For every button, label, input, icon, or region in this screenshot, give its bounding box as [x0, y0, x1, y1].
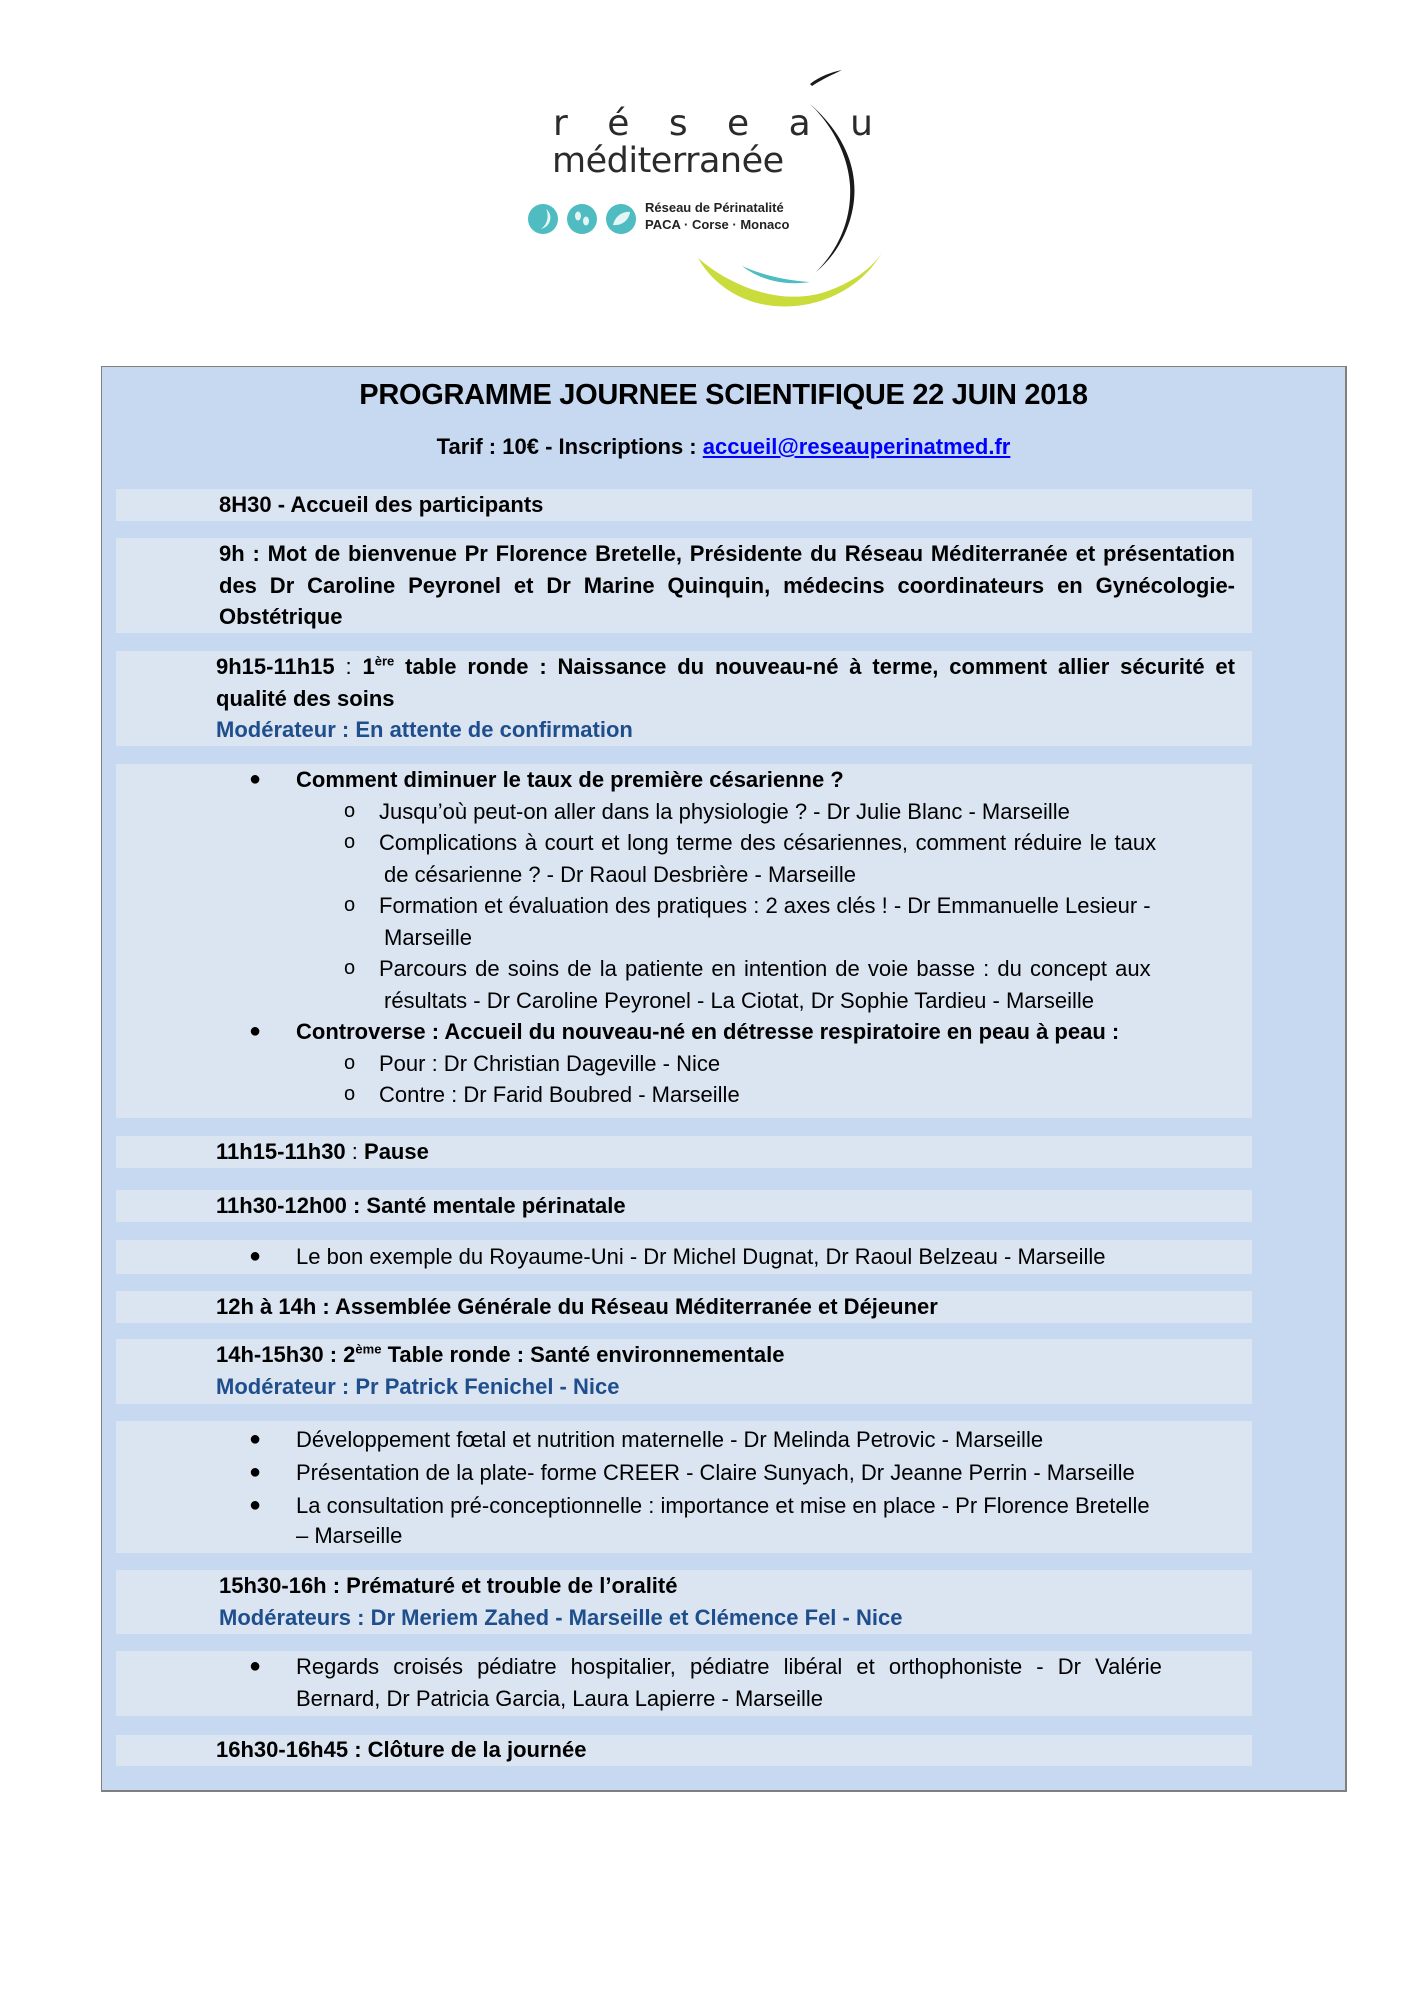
bullet-icon: ● [249, 1245, 262, 1267]
bienvenue-text [219, 538, 1235, 633]
footprints-icon [567, 204, 597, 234]
table2-heading [216, 1339, 784, 1371]
bullet-icon: ● [249, 1461, 262, 1483]
logo-subtitle [645, 199, 789, 233]
pause-text [216, 1136, 429, 1168]
logo-word-reseau: r é s e a u [553, 103, 887, 144]
table1-moderator: Modérateur : En attente de confirmation [216, 717, 633, 742]
leaf-icon [606, 204, 636, 234]
tarif-label: Tarif : 10€ - Inscriptions : [436, 434, 703, 459]
table2-time: 14h-15h30 : [216, 1342, 344, 1367]
pause-sep: : [345, 1139, 365, 1164]
topic-developpement-foetal: Développement fœtal et nutrition maternelle - Dr Melinda Petrovic - Marseille [296, 1427, 1044, 1452]
subtopic-parcours: Parcours de soins de la patiente en intention de voie basse : du concept aux [379, 956, 1151, 981]
agenda-row-assemblee [116, 1291, 1252, 1323]
agenda-row-accueil [116, 489, 1252, 521]
assemblee-text: 12h à 14h : Assemblée Générale du Réseau Méditerranée et Déjeuner [216, 1294, 938, 1319]
table1-sep: : [334, 654, 363, 679]
table1-topics [116, 764, 1252, 1118]
table1-ordinal: 1 [362, 654, 375, 679]
sub-bullet-icon: o [344, 831, 356, 853]
sub-bullet-icon: o [344, 1051, 356, 1074]
logo-subtitle-line1: Réseau de Périnatalité [645, 200, 784, 215]
agenda-row-sante-mentale [116, 1190, 1252, 1222]
bullet-icon: ● [249, 1020, 262, 1042]
subtopic-complications: Complications à court et long terme des césariennes, comment réduire le taux [379, 830, 1157, 855]
inscription-email-link[interactable]: accueil@reseauperinatmed.fr [702, 434, 1011, 459]
pause-label: Pause [364, 1139, 429, 1164]
agenda-row-table-ronde-2 [116, 1339, 1252, 1404]
premature-topics [116, 1651, 1252, 1716]
logo-word-mediterranee: méditerranée [552, 141, 784, 181]
sub-bullet-icon: o [344, 1083, 356, 1105]
programme-title: PROGRAMME JOURNEE SCIENTIFIQUE 22 JUIN 2018 [359, 379, 1088, 411]
agenda-row-bienvenue [116, 538, 1252, 633]
topic-cesarienne: Comment diminuer le taux de première césarienne ? [296, 767, 844, 792]
logo-subtitle-line2: PACA · Corse · Monaco [645, 217, 790, 232]
sante-mentale-title: 11h30-12h00 : Santé mentale périnatale [216, 1193, 626, 1218]
table1-heading [216, 651, 1235, 714]
cloture-text: 16h30-16h45 : Clôture de la journée [216, 1737, 587, 1762]
bullet-icon: ● [249, 1494, 262, 1516]
logo-icons [528, 204, 636, 234]
subtopic-formation: Formation et évaluation des pratiques : 2 axes clés ! - Dr Emmanuelle Lesieur - [379, 893, 1151, 918]
bullet-icon: ● [249, 768, 262, 790]
agenda-row-cloture [116, 1735, 1252, 1766]
bullet-icon: ● [249, 1655, 262, 1677]
subtopic-parcours-cont: résultats - Dr Caroline Peyronel - La Ciotat, Dr Sophie Tardieu - Marseille [384, 987, 1094, 1013]
sub-bullet-icon: o [344, 799, 356, 822]
agenda-row-premature [116, 1570, 1252, 1634]
accueil-text: 8H30 - Accueil des participants [219, 492, 544, 517]
topic-consultation-cont: – Marseille [296, 1523, 403, 1548]
programme-box [101, 366, 1347, 1792]
table1-time: 9h15-11h15 [216, 654, 335, 679]
bienvenue-description: Mot de bienvenue Pr Florence Bretelle, Présidente du Réseau Méditerranée et présentation des Dr Caroline Peyronel et Dr Marine Quinquin, médecins coordinateurs en Gynécologie-Obstétrique [219, 541, 1235, 629]
subtopic-formation-cont: Marseille [384, 924, 473, 950]
topic-regards-croises: Regards croisés pédiatre hospitalier, pédiatre libéral et orthophoniste - Dr Valérie [296, 1654, 1162, 1679]
premature-moderator: Modérateurs : Dr Meriem Zahed - Marseille et Clémence Fel - Nice [219, 1604, 903, 1630]
subtopic-pour: Pour : Dr Christian Dageville - Nice [379, 1050, 721, 1076]
table2-ordinal-sup: ème [355, 1341, 382, 1357]
reseau-mediterranee-logo [520, 60, 920, 320]
table1-title: table ronde : Naissance du nouveau-né à terme, comment allier sécurité et qualité des soins [216, 654, 1235, 711]
bienvenue-time: 9h : [219, 541, 260, 566]
crescent-moon-icon [528, 204, 558, 234]
topic-royaume-uni: Le bon exemple du Royaume-Uni - Dr Michel Dugnat, Dr Raoul Belzeau - Marseille [296, 1244, 1106, 1269]
pause-time: 11h15-11h30 [216, 1139, 346, 1164]
topic-consultation: La consultation pré-conceptionnelle : importance et mise en place - Pr Florence Bretelle [296, 1493, 1150, 1518]
sub-bullet-icon: o [344, 957, 356, 979]
table2-topics [116, 1421, 1252, 1553]
table2-moderator: Modérateur : Pr Patrick Fenichel - Nice [216, 1373, 620, 1399]
tarif-line [102, 434, 1345, 460]
table1-ordinal-sup: ère [374, 653, 395, 669]
sub-bullet-icon: o [344, 894, 356, 916]
subtopic-complications-cont: de césarienne ? - Dr Raoul Desbrière - Marseille [384, 861, 856, 887]
premature-title: 15h30-16h : Prématuré et trouble de l’oralité [219, 1573, 678, 1598]
table2-title: Table ronde : Santé environnementale [381, 1342, 785, 1367]
topic-regards-croises-cont: Bernard, Dr Patricia Garcia, Laura Lapierre - Marseille [296, 1685, 823, 1711]
table2-ordinal: 2 [343, 1342, 356, 1367]
subtopic-physiologie: Jusqu’où peut-on aller dans la physiologie ? - Dr Julie Blanc - Marseille [379, 798, 1070, 824]
logo-swoosh-icon [520, 60, 920, 320]
agenda-row-table-ronde-1 [116, 651, 1252, 746]
agenda-row-pause [116, 1136, 1252, 1168]
bullet-icon: ● [249, 1428, 262, 1450]
topic-plateforme-creer: Présentation de la plate- forme CREER - Claire Sunyach, Dr Jeanne Perrin - Marseille [296, 1460, 1135, 1485]
topic-controverse: Controverse : Accueil du nouveau-né en détresse respiratoire en peau à peau : [296, 1019, 1120, 1044]
subtopic-contre: Contre : Dr Farid Boubred - Marseille [379, 1082, 740, 1107]
sante-mentale-topics [116, 1240, 1252, 1274]
